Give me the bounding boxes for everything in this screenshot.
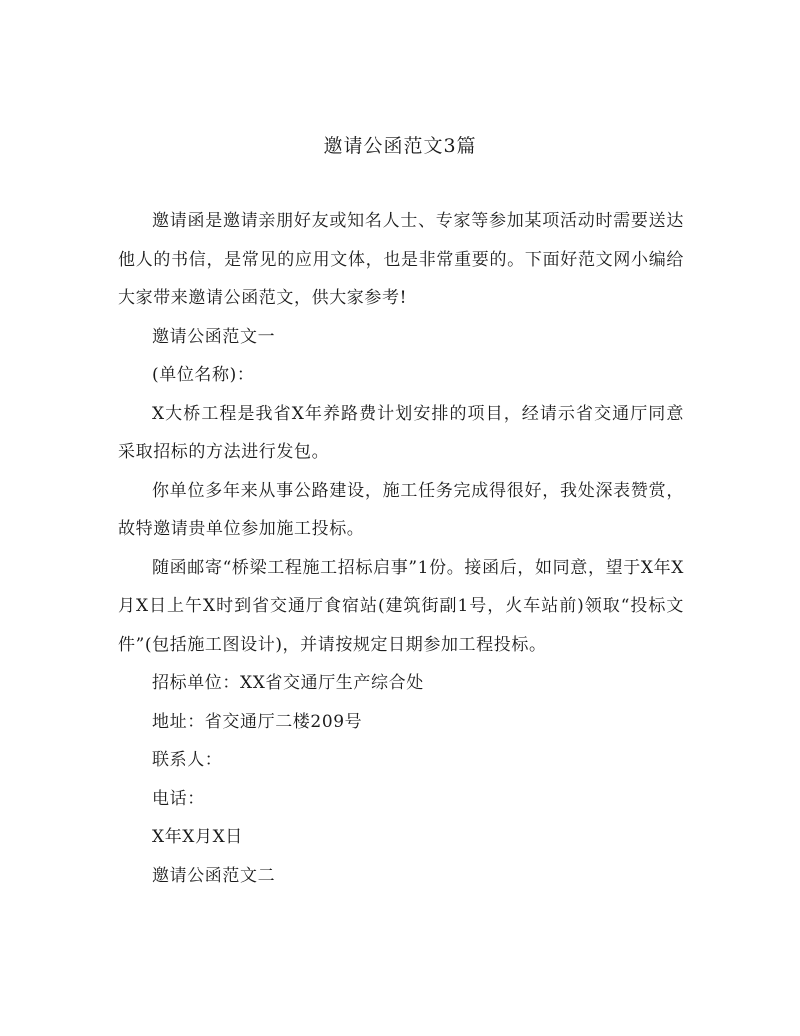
section-heading-sample-one: 邀请公函范文一 <box>152 326 276 347</box>
phone-line: 电话： <box>152 788 205 809</box>
document-title: 邀请公函范文3篇 <box>323 135 477 157</box>
body-paragraph: X大桥工程是我省X年养路费计划安排的项目，经请示省交通厅同意采取招标的方法进行发包。 <box>118 403 684 462</box>
issuer-line: 招标单位：XX省交通厅生产综合处 <box>152 673 424 693</box>
document-body <box>118 202 684 895</box>
body-paragraph: 你单位多年来从事公路建设，施工任务完成得很好，我处深表赞赏，故特邀请贵单位参加施工投标。 <box>118 480 684 539</box>
section-heading-sample-two: 邀请公函范文二 <box>152 865 276 886</box>
salutation: (单位名称)： <box>152 365 255 385</box>
date-line: X年X月X日 <box>152 827 243 847</box>
body-paragraph: 随函邮寄“桥梁工程施工招标启事”1份。接函后，如同意，望于X年X月X日上午X时到省交通厅食宿站(建筑街副1号，火车站前)领取“投标文件”(包括施工图设计)，并请按规定日期参加工程投标。 <box>118 557 684 655</box>
address-line: 地址：省交通厅二楼209号 <box>152 711 363 732</box>
contact-line: 联系人： <box>152 750 223 770</box>
intro-paragraph: 邀请函是邀请亲朋好友或知名人士、专家等参加某项活动时需要送达他人的书信，是常见的应用文体，也是非常重要的。下面好范文网小编给大家带来邀请公函范文，供大家参考! <box>118 211 684 308</box>
